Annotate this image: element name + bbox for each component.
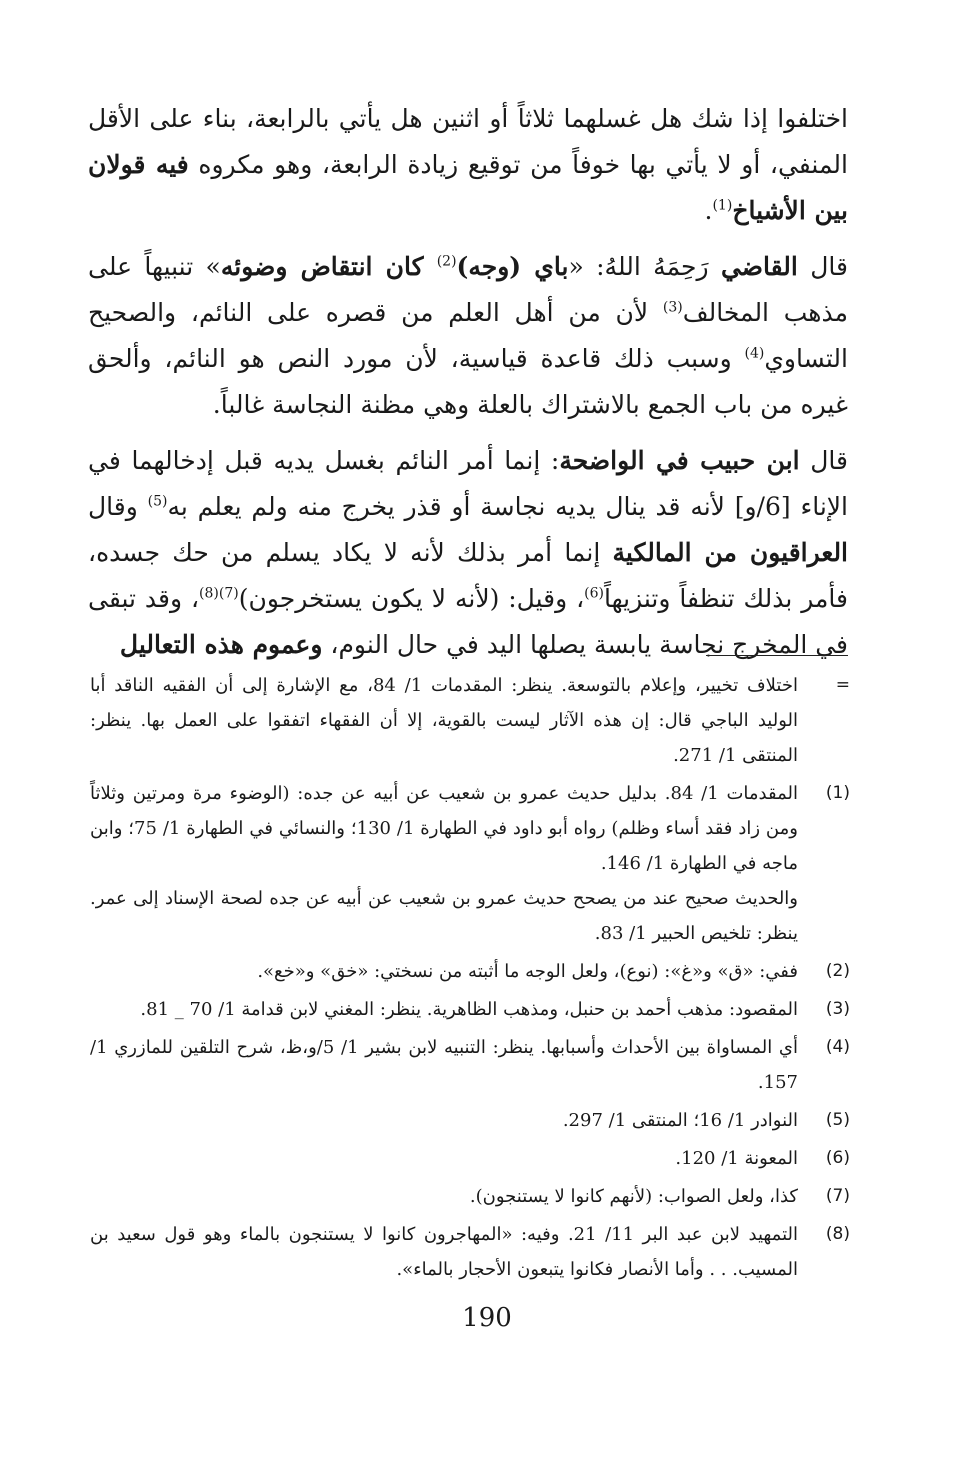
bold-phrase: فيه قولان بين الأشياخ [88, 150, 848, 225]
paragraph-1: اختلفوا إذا شك هل غسلهما ثلاثاً أو اثنين هل يأتي بالرابعة، بناء على الأقل المنفي، أو لا يأتي بها خوفاً من توقيع زيادة الرابعة، وهو مكروه فيه قولان بين الأشياخ$^{(1)}$. [88, 104, 848, 225]
page-number: 190 [462, 1303, 512, 1333]
footnotes [90, 668, 850, 1290]
bold-phrase: وعموم هذه التعاليل [119, 630, 323, 659]
footnote-number: (5) [825, 1110, 850, 1130]
footnote-ref: (1) [712, 197, 733, 214]
footnote-text: اختلاف تخيير، وإعلام بالتوسعة. ينظر: المقدمات 1/ 84، مع الإشارة إلى أن الفقيه الناقد أبا الوليد الباجي قال: إن هذه الآثار ليست بالقوية، إلا أن الفقهاء اتفقوا على العمل بها. ينظر: المنتقى 1/ 271. [90, 675, 798, 766]
footnote-text: المعونة 1/ 120. [675, 1148, 798, 1169]
bold-phrase: باي (وجه) [456, 252, 569, 281]
footnote-ref: (7)(8) [199, 585, 239, 602]
paragraph-2: قال القاضي رَحِمَهُ اللهُ: «باي (وجه)$^{(2)}$ كان انتقاض وضوئه» تنبيهاً على مذهب المخالف$^{(3)}$ لأن من أهل العلم من قصره على النائم، والصحيح التساوي$^{(4)}$ وسبب ذلك قاعدة قياسية، لأن مورد النص هو النائم، وألحق غيره من باب الجمع بالاشتراك بالعلة وهي مظنة النجاسة غالباً. [88, 252, 848, 419]
footnote [90, 668, 850, 773]
footnote-text: أي المساواة بين الأحداث وأسبابها. ينظر: التنبيه لابن بشير 1/ 5/و،ظ، شرح التلقين للمازري 1/ 157. [90, 1037, 798, 1093]
footnote-ref: (4) [744, 345, 765, 362]
footnote-number: = [835, 675, 850, 695]
footnote-text: كذا، ولعل الصواب: (لأنهم كانوا لا يستنجون). [469, 1186, 798, 1207]
bold-phrase: ابن حبيب في الواضحة [559, 446, 800, 475]
footnote-number: (7) [825, 1186, 850, 1206]
footnote [90, 1030, 850, 1100]
footnote-ref: (3) [662, 299, 683, 316]
footnote [90, 1141, 850, 1176]
footnote [90, 954, 850, 989]
footnote [90, 992, 850, 1027]
footnote [90, 1179, 850, 1214]
footnote-text: المقدمات 1/ 84. بدليل حديث عمرو بن شعيب عن أبيه عن جده: (الوضوء مرة ومرتين وثلاثاً ومن زاد فقد أساء وظلم) رواه أبو داود في الطهارة 1/ 130؛ والنسائي في الطهارة 1/ 75؛ وابن ماجه في الطهارة 1/ 146. والحديث صحيح عند من يصحح حديث عمرو بن شعيب عن أبيه عن جده لصحة الإسناد إلى عمر. ينظر: تلخيص الحبير 1/ 83. [90, 783, 798, 944]
footnote-number: (8) [825, 1224, 850, 1244]
footnote [90, 1217, 850, 1287]
bold-phrase: القاضي [720, 252, 798, 281]
bold-phrase: العراقيون من المالكية [612, 538, 849, 567]
footnote-ref: (6) [584, 585, 604, 602]
footnote-text: التمهيد لابن عبد البر 11/ 21. وفيه: «المهاجرون كانوا لا يستنجون بالماء وهو قول سعيد بن المسيب. . . وأما الأنصار فكانوا يتبعون الأحجار بالماء». [90, 1224, 799, 1280]
footnote [90, 1103, 850, 1138]
footnote-number: (6) [825, 1148, 850, 1168]
footnote-number: (1) [825, 783, 850, 803]
main-text [88, 96, 848, 678]
paragraph-3: قال ابن حبيب في الواضحة: إنما أمر النائم بغسل يديه قبل إدخالهما في الإناء [6/و] لأنه قد ينال يديه نجاسة أو قذر يخرج منه ولم يعلم به$^{(5)}$ وقال العراقيون من المالكية إنما أمر بذلك لأنه لا يكاد يسلم من حك جسده، فأمر بذلك تنظفاً وتنزيهاً$^{(6)}$، وقيل: (لأنه لا يكون يستخرجون)$^{(7)(8)}$، وقد تبقى في المخرج نجاسة يابسة يصلها اليد في حال النوم، وعموم هذه التعاليل [88, 446, 849, 659]
footnote-number: (3) [825, 999, 850, 1019]
footnote-number: (2) [825, 961, 850, 981]
bold-phrase: كان انتقاض وضوئه [220, 252, 437, 281]
footnote-text: ففي: «ق» و«غ»: (نوع)، ولعل الوجه ما أثبته من نسختي: «خق» و«خع». [257, 961, 798, 982]
footnote-ref: (5) [147, 493, 168, 510]
footnote-text: المقصود: مذهب أحمد بن حنبل، ومذهب الظاهرية. ينظر: المغني لابن قدامة 1/ 70 _ 81. [140, 999, 798, 1020]
footnote-text: النوادر 1/ 16؛ المنتقى 1/ 297. [562, 1110, 798, 1131]
footnote [90, 776, 850, 951]
footnote-separator [706, 655, 848, 656]
footnote-ref: (2) [436, 253, 457, 270]
footnote-number: (4) [825, 1037, 850, 1057]
